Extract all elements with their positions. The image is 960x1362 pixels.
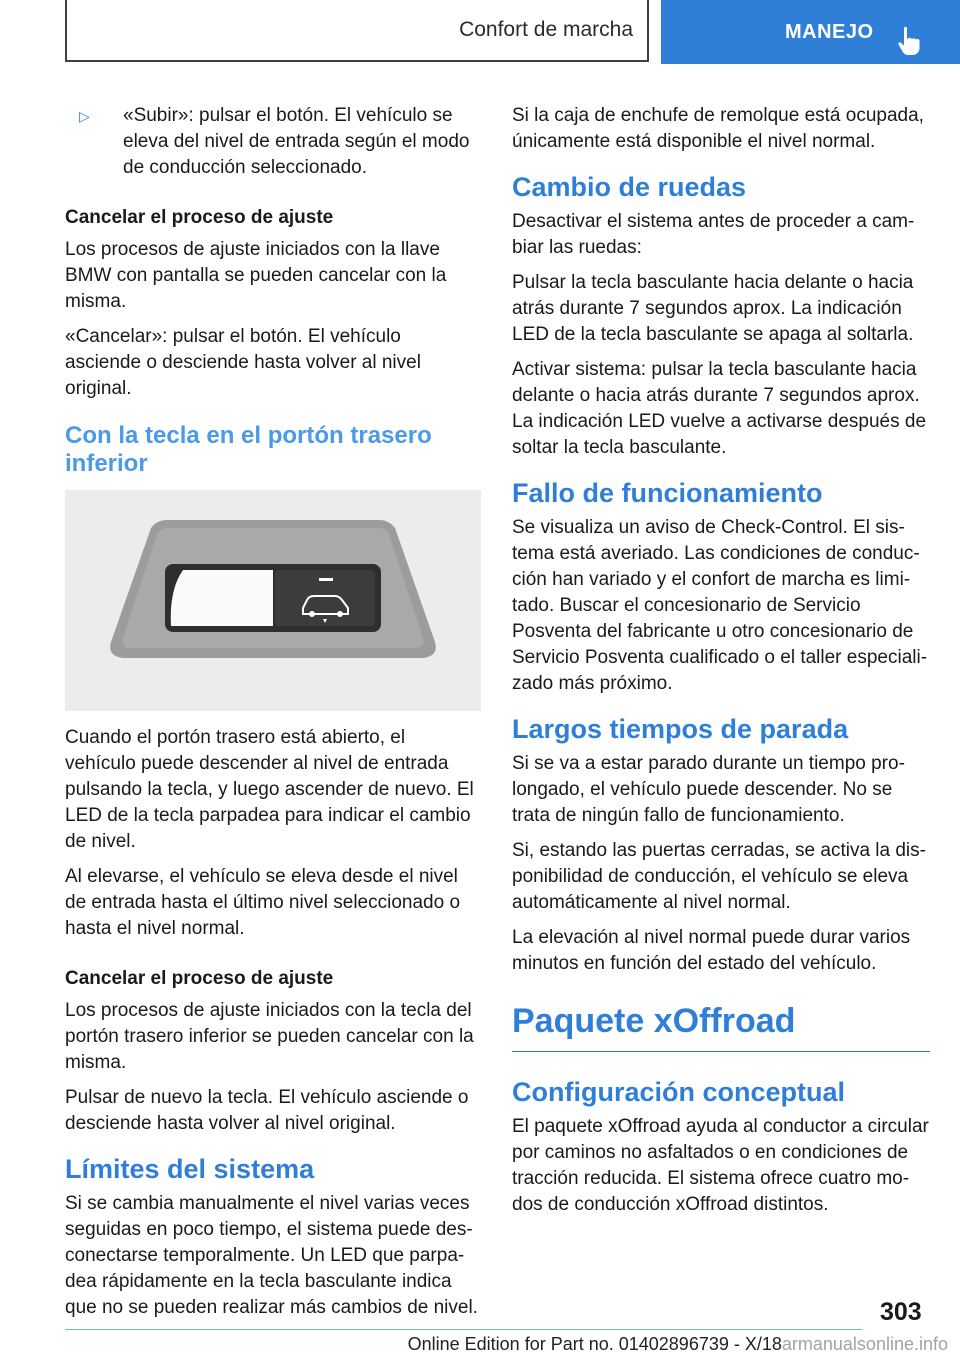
list-item xyxy=(65,103,481,181)
limits-heading: Límites del sistema xyxy=(65,1154,315,1184)
fault-heading: Fallo de funcionamiento xyxy=(512,478,823,508)
triangle-bullet-icon: ▷ xyxy=(79,108,90,124)
paragraph: Si se va a estar parado durante un tiempo pro-longado, el vehículo puede descender. No se trata de ningún fallo de funcionamiento. xyxy=(512,753,905,826)
chapter-tab xyxy=(65,0,649,62)
paragraph: Pulsar de nuevo la tecla. El vehículo asciende o desciende hasta volver al nivel original. xyxy=(65,1087,469,1134)
wheels-heading: Cambio de ruedas xyxy=(512,172,747,202)
cancel-heading: Cancelar el proceso de ajuste xyxy=(65,968,334,989)
footer-divider xyxy=(65,1329,862,1330)
left-column xyxy=(65,103,481,1330)
cancel-heading: Cancelar el proceso de ajuste xyxy=(65,207,334,228)
page-number: 303 xyxy=(880,1298,922,1326)
paragraph: Los procesos de ajuste iniciados con la tecla del portón trasero inferior se pueden cancelar con la misma. xyxy=(65,1000,474,1073)
paragraph: Pulsar la tecla basculante hacia delante o hacia atrás durante 7 segundos aprox. La indicación LED de la tecla basculante se apaga al soltarla. xyxy=(512,272,914,345)
footer xyxy=(0,1334,948,1355)
hand-pointer-icon xyxy=(896,26,922,56)
right-column xyxy=(512,103,930,1227)
paragraph: Los procesos de ajuste iniciados con la llave BMW con pantalla se pueden cancelar con la misma. xyxy=(65,239,447,312)
concept-heading: Configuración conceptual xyxy=(512,1077,846,1107)
paragraph: El paquete xOffroad ayuda al conductor a circular por caminos no asfaltados o en condiciones de tracción reducida. El sistema ofrece cuatro mo-dos de conducción xOffroad distintos. xyxy=(512,1116,929,1215)
paragraph: Se visualiza un aviso de Check-Control. El sis-tema está averiado. Las condiciones de conduc-ción han variado y el confort de marcha es limi-tado. Buscar el concesionario de Servicio Posventa del fabricante u otro concesionario de Servicio Posventa cualificado o el taller especiali-zado más próximo. xyxy=(512,517,928,694)
tailgate-heading: Con la tecla en el portón trasero inferior xyxy=(65,422,432,477)
tailgate-button-photo xyxy=(65,490,481,711)
paragraph: Si se cambia manualmente el nivel varias veces seguidas en poco tiempo, el sistema puede des-conectarse temporalmente. Un LED que parpa-dea rápidamente en la tecla basculante indica que no se pueden realizar más cambios de nivel. xyxy=(65,1193,478,1318)
paragraph: Al elevarse, el vehículo se eleva desde el nivel de entrada hasta el último nivel seleccionado o hasta el nivel normal. xyxy=(65,866,461,939)
brand-watermark: armanualsonline.info xyxy=(781,1334,948,1354)
paragraph: Activar sistema: pulsar la tecla basculante hacia delante o hacia atrás durante 7 segundos aprox. La indicación LED vuelve a activarse después de soltar la tecla basculante. xyxy=(512,359,927,458)
edition-text: Online Edition for Part no. 01402896739 - X/18 xyxy=(407,1334,782,1354)
section-title: MANEJO xyxy=(785,20,874,43)
paragraph: «Cancelar»: pulsar el botón. El vehículo asciende o desciende hasta volver al nivel original. xyxy=(65,326,421,399)
chapter-title: Confort de marcha xyxy=(459,18,633,41)
parking-heading: Largos tiempos de parada xyxy=(512,714,849,744)
paragraph: Desactivar el sistema antes de proceder a cam-biar las ruedas: xyxy=(512,211,915,258)
paragraph: Cuando el portón trasero está abierto, el vehículo puede descender al nivel de entrada pulsando la tecla, y luego ascender de nuevo. El LED de la tecla parpadea para indicar el cambio de nivel. xyxy=(65,727,474,852)
xoffroad-title: Paquete xOffroad xyxy=(512,999,930,1052)
paragraph: Si, estando las puertas cerradas, se activa la dis-ponibilidad de conducción, el vehículo se eleva automáticamente al nivel normal. xyxy=(512,840,926,913)
paragraph: Si la caja de enchufe de remolque está ocupada, únicamente está disponible el nivel normal. xyxy=(512,105,924,152)
paragraph: La elevación al nivel normal puede durar varios minutos en función del estado del vehículo. xyxy=(512,927,911,974)
bullet-text: «Subir»: pulsar el botón. El vehículo se eleva del nivel de entrada según el modo de conducción seleccionado. xyxy=(123,105,470,178)
